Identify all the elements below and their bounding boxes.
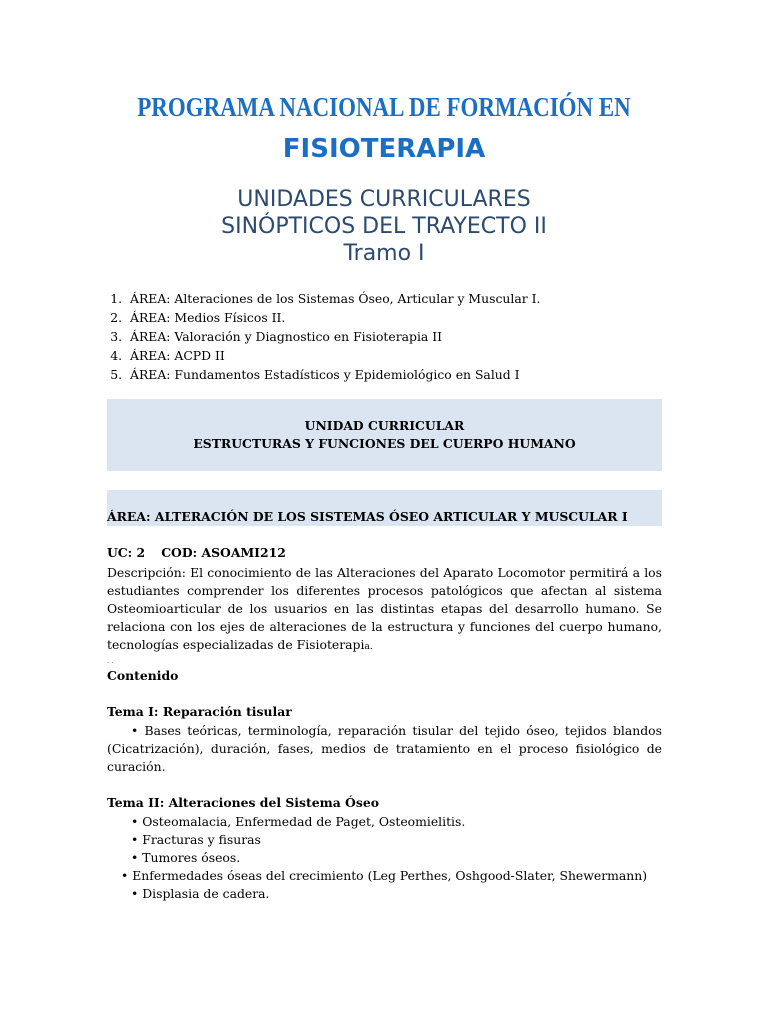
list-item: 4. ÁREA: ACPD II <box>126 346 686 365</box>
list-item: • Enfermedades óseas del crecimiento (Leg Perthes, Oshgood-Slater, Shewermann) <box>121 868 648 883</box>
subtitle-line-3: Tramo I <box>343 241 425 266</box>
uc-line <box>107 545 286 560</box>
program-title: PROGRAMA NACIONAL DE FORMACIÓN EN <box>137 92 631 122</box>
subtitle-line-2: SINÓPTICOS DEL TRAYECTO II <box>221 214 547 239</box>
list-item: • Osteomalacia, Enfermedad de Paget, Osteomielitis. <box>131 814 466 829</box>
areas-list <box>104 289 686 384</box>
subtitle <box>0 186 768 267</box>
course-code: COD: ASOAMI212 <box>161 545 286 560</box>
list-item: • Fracturas y fisuras <box>131 832 261 847</box>
list-item: 5. ÁREA: Fundamentos Estadísticos y Epidemiológico en Salud I <box>126 365 686 384</box>
dots: . . <box>107 657 114 665</box>
list-item: 2. ÁREA: Medios Físicos II. <box>126 308 686 327</box>
unit-box <box>107 399 662 471</box>
tema-1-text: • Bases teóricas, terminología, reparación tisular del tejido óseo, tejidos blandos (Cicatrización), duración, fases, medios de tratamiento en el proceso fisiológico de curación. <box>107 723 662 774</box>
area-heading: ÁREA: ALTERACIÓN DE LOS SISTEMAS ÓSEO ARTICULAR Y MUSCULAR I <box>107 509 628 524</box>
tema-2-list <box>107 813 662 903</box>
subtitle-line-1: UNIDADES CURRICULARES <box>237 187 531 212</box>
program-name: FISIOTERAPIA <box>282 134 486 164</box>
unit-box-line-2: ESTRUCTURAS Y FUNCIONES DEL CUERPO HUMANO <box>193 436 576 451</box>
list-item: 3. ÁREA: Valoración y Diagnostico en Fisioterapia II <box>126 327 686 346</box>
uc-number: UC: 2 <box>107 545 146 560</box>
description-text: Descripción: El conocimiento de las Alteraciones del Aparato Locomotor permitirá a los estudiantes comprender los diferentes procesos patológicos que afectan al sistema Osteomioarticular de los usuarios en las distintas etapas del desarrollo humano. Se relaciona con los ejes de alteraciones de la estructura y funciones del cuerpo humano, tecnologías especializadas de Fisioterapi <box>107 565 662 652</box>
list-item: • Tumores óseos. <box>131 850 241 865</box>
list-item: 1. ÁREA: Alteraciones de los Sistemas Óseo, Articular y Muscular I. <box>126 289 686 308</box>
description <box>107 564 662 656</box>
description-tail: a. <box>364 642 373 652</box>
area-heading-box <box>107 490 662 526</box>
tema-1-title: Tema I: Reparación tisular <box>107 704 292 719</box>
contenido-heading: Contenido <box>107 668 179 683</box>
unit-box-line-1: UNIDAD CURRICULAR <box>304 418 465 433</box>
tema-2-title: Tema II: Alteraciones del Sistema Óseo <box>107 795 379 810</box>
list-item: • Displasia de cadera. <box>131 886 270 901</box>
